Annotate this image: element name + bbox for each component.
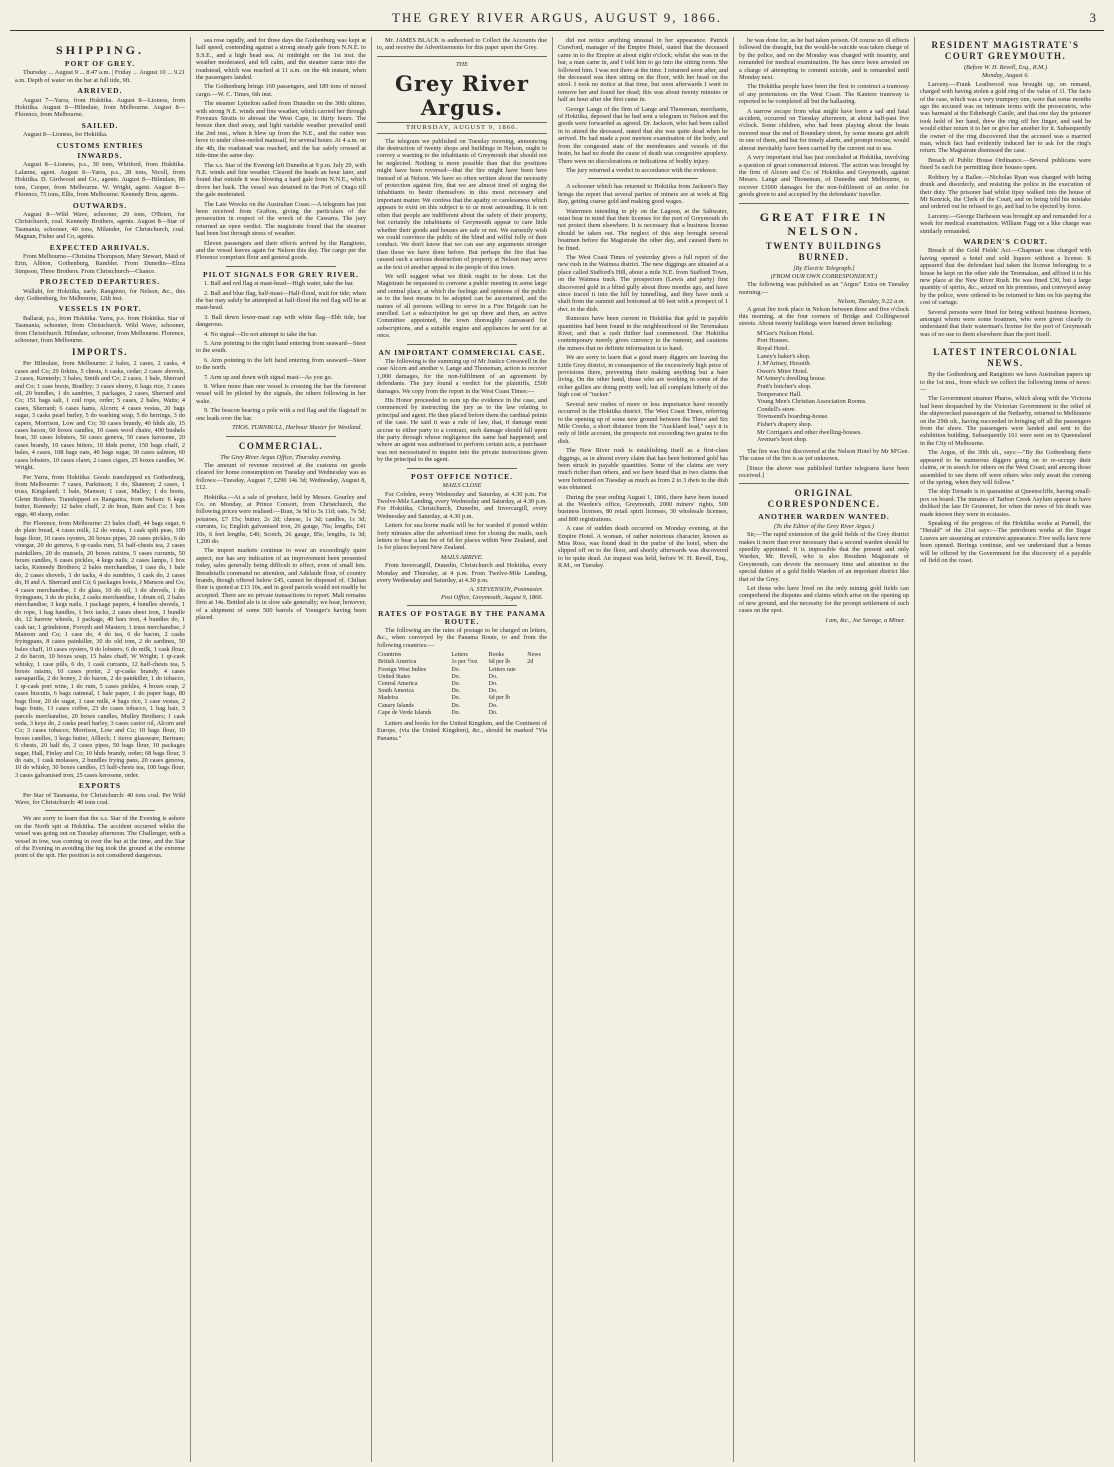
imports-text-2: Per Yarra, from Hokitika: Goods transhipped ex Gothenburg, from Melbourne: 7 cases, Parkinson; 1 do, Shannon; 2 cases, 1 truss, Kingsland; 1 bale, Manson; 1 case, Malley; 1 do boots, Glenn Brothers. Transhipped ex Rangatira, from Nelson: 6 kegs butter, Kennedy; 12 bales chaff, 2 do bran, Bain and Co; 1 box eggs, 40 sheep, order. [15,473,185,518]
mails-close-text: For Cobden, every Wednesday and Saturday, at 4.30 p.m. For Twelve-Mile Landing, every Wednesday and Saturday, at 4.30 p.m. For Hokitika, Christchurch, Dunedin, and Invercargill, every Wednesday and Saturday, at 4.30 p.m. [377,490,547,520]
list-item: Laney's baker's shop. [757,352,811,360]
post-office-heading: POST OFFICE NOTICE. [410,471,513,481]
col4-para-5: Watermen intending to ply on the Lagoon, at the Saltwater, must bear in mind that their licenses for the port of Greymouth do not protect them elsewhere. It is necessary that a business license should be taken out. The neglect of this step brought several boatmen before the Magistrate the other day, and caused them to be fined. [558,207,728,252]
tide-table: Thursday ... August 9 ... 8.47 a.m. | Friday ... August 10 ... 9.21 a.m. Depth of water on the bar at full tide, 9ft. [15,69,185,84]
intercolonial-text-4: The ship Tornado is in quarantine at Queenscliffe, having small-pox on board. The inmates of Tarbon Creek Asylum appear to have disliked the late Dr Grummet, for when the news of his death was made known they were in ecstasies. [920,488,1091,518]
commercial-text-2: Hokitika.—At a sale of produce, held by Messrs. Gourley and Co. on Monday, at Prince Consort, from Christchurch, the following prices were realised:—Bran, 3s 9d to 3s 11d; oats, 7s 5d; potatoes, £7 15s; butter, 2s 2d; cheese, 1s 3d; candles, 1s 3d; currants, 1s; English galvanised iron, 26 gauge, 76s; lengths, £41 10s, 6 feet lengths, £40; Scotch, 26 gauge, 85s; lengths, 1s 3d; 1,200 do. [196,493,366,545]
pilot-signal-1: 1. Ball and red flag at mast-head—High water, take the bar. [204,280,354,288]
rate-country: Cape de Verde Islands [378,709,432,716]
rate-letters: Do. [451,709,461,716]
commercial-case-heading: AN IMPORTANT COMMERCIAL CASE. [378,347,546,357]
rate-books: Do. [488,709,498,716]
mails-close-heading: MAILS CLOSE [442,482,482,490]
rate-news [526,703,547,710]
rate-country: Canary Islands [378,702,414,709]
vessels-heading: VESSELS IN PORT. [58,304,142,314]
table-row [377,695,547,702]
court-text: Larceny.—Frank Leathwood was brought up, on remand, charged with having stolen a gold ring of the value of 1l. The facts of the case, which was a very trumpery one, were that some months ago the accused was on intimate terms with the prosecutrix, who was barmaid at the Edinburgh Castle, and that one day the prisoner took hold of her hand, drew the ring off her finger, and said he would either return it to her or give her another for it. Subsequently the owner of the ring discovered that the accused was a married man, which fact had evidently induced her to ask for the ring's return. The Magistrate dismissed the case. [920,80,1091,155]
page-number: 3 [1089,10,1096,25]
departures-list: Wallabi, for Hokitika, early. Rangitoto, for Nelson, &c., this day. Gothenburg, for Melbourne, 12th inst. [15,287,185,302]
col2-para-2: The Gothenburg brings 160 passengers, and 189 tons of mixed cargo.—W. C. Times, 6th inst. [196,83,366,98]
fire-telegraph-note: [By Electric Telegraph.] [793,264,855,272]
rate-books: Letters rate [488,666,516,673]
rate-country: Central America [378,681,418,688]
post-office-date: Post Office, Greymouth, August 9, 1866. [441,593,543,601]
arrived-list: August 7—Yarra, from Hokitika. August 8—Lioness, from Hokitika. August 8—Hilmdaie, from Melbourne. August 8—Florence, from Melbourne. [15,96,185,119]
rate-books: Do. [488,673,498,680]
col2-intro: sea rose rapidly, and for three days the Gothenburg was kept at half speed, contending against a strong steady gale from N.N.E. to S.S.E., and a high head sea. At midnight on the 1st inst. the weather moderated, and fell calm, and the steamer came into the roadstead, which was reached at 11 a.m. on the 4th instant, when the passengers landed. [196,37,366,82]
court-text-4: Larceny.—George Darbeson was brought up and remanded for a week for medical examination. William Fagg on a like charge was similarly remanded. [920,212,1091,235]
rates-heading: RATES OF POSTAGE BY THE PANAMA ROUTE. [378,609,546,626]
rate-letters: Do. [451,702,461,709]
expected-heading: EXPECTED ARRIVALS. [49,242,151,252]
rate-country: South America [378,688,414,695]
intercolonial-text-5: Speaking of the progress of the Hokitika works at Parnell, the "Herald" of the 21st says:—The petroleum works at the Sugar Loaves are assuming an extensive appearance. Five wells have now been opened. Borings continue, and we understand that a bonus will be offered by the Government for the discovery of a payable oil field on the coast. [920,519,1091,564]
rate-country: British America [378,659,417,666]
pilot-signal-7: 7. Arm up and down with signal mast—As you go. [204,373,333,381]
list-item: M'Gee's Nelson Hotel. [757,329,815,337]
divider [588,178,698,179]
rate-books: Do. [488,688,498,695]
table-row [377,688,547,695]
col4-para-4: A schooner which has returned to Hokitika from Jackson's Bay brings the report that several parties of miners are at work at Big Bay, getting coarse gold and making good wages. [558,183,728,206]
list-item: Pratt's butcher's shop. [757,382,812,390]
rate-letters: Do. [451,681,461,688]
postmaster-signature: A. STEVENSON, Postmaster. [469,586,543,594]
commercial-case-text-2: His Honor proceeded to sum up the evidence in the case, and commenced by instructing the jury as to the law relating to principal and agent. He then placed before them the cardinal points of the case. He said it was a rule of law, that, if damage must accrue to either party to a contract, such damage should fall upon the party through whose negligence the same had happened; and where an agent was authorised to perform certain acts, a purchaser was not necessitated to inquire into the private instructions given by the principal to the agent. [377,397,547,464]
divider [407,468,517,469]
pilot-signal-2: 2. Ball and blue flag, half-mast—Half-flood, wait for tide; when the bar may safely be attempted at half-flood the red flag will be at mast-head. [196,289,366,312]
rate-news [526,688,547,695]
commercial-case-text: The following is the summing up of Mr Justice Cresswell in the case Alcorn and another v. Lange and Thoneman, action to recover 1,000 damages, for the non-fulfilment of an agreement by defendants. The jury found a verdict for the plaintiffs, £500 damages. We copy from the report in the West Coast Times:— [377,358,547,395]
col4-para-12: A case of sudden death occurred on Monday evening, at the Empire Hotel. A woman, of rather notorious character, known as Miss Ross, was found dead in the parlor of the hotel, when she slipped off on to the floor, and shortly afterwards was discovered to be quite dead. An inquest was held, before W. H. Revell, Esq., R.M., on Tuesday. [558,525,728,570]
divider [407,605,517,606]
column-3 [372,37,553,1462]
list-item: M'Artney's dwelling house. [757,375,827,383]
col5-para-2: The Hokitika people have been the first to construct a tramway of any pretensions on the West Coast. The Kaniere tramway is reported to be completed all but the ballasting. [739,83,909,106]
court-before: (Before W. H. Revell, Esq., R.M.) [963,64,1048,71]
col4-para-8: We are sorry to learn that a good many diggers are leaving the Little Grey district, in consequence of the excessively high price of provisions there, preventing their making anything but a bare living. On the other hand, those who are working in some of the richer gullies are doing pretty well; but all complain bitterly of the high cost of "tucker." [558,354,728,399]
col4-para-10: The New River rush is establishing itself as a first-class diggings, as in almost every claim that has been bottomed gold has been struck in payable quantities. Some of the claims are very much richer than others, and we have heard that in two claims that were bottomed on Tuesday as much as from 2 to 3 dwts to the dish was obtained. [558,447,728,492]
rate-news [526,681,547,688]
commercial-text-3: The import markets continue to wear an exceedingly quiet aspect, nor has any indication of an improvement been presented today, sales generally being difficult to effect, even of small lots. Breadstuffs command no attention, and Adelaide flour, of country brands, though offered below £45, cannot be disposed of. Chilian flour is quoted at £13 10s, and in good parcels would not readily be accepted. There are no private transactions to report. Malt remains firm at 14s. Bottled ale is in slow sale generally; we hear, however, of a shipment of some 500 barrels of Younger's having been placed. [196,547,366,622]
warden-text: Breach of the Gold Fields' Act.—Chapman was charged with having opened a hotel and sold liquors without a license. It appeared that the defendant had taken the license belonging to a house he kept on the other side the Teremakau, and affixed it to his new place at the New River Rush. He was fined £30, but a large quantity of spirits, &c., seized on his premises, and conveyed away by the police, were ordered to be returned to him on his paying the cost of cartage. [920,247,1091,307]
col2-para-6: Eleven passengers and their effects arrived by the Rangitoto, and the vessel leaves again for Nelson this day. The cargo per the Florence comprises flour and general goods. [196,239,366,262]
rate-books: Do. [488,702,498,709]
table-row [377,667,547,674]
customs-heading: CUSTOMS ENTRIES [56,140,144,150]
list-item: Fisher's drapery shop. [757,420,813,428]
list-item: Temperance Hall. [757,390,802,398]
court-text-3: Robbery by a Bailee.—Nicholas Ryan was charged with being drunk and disorderly, and resisting the police in the execution of their duty. The prisoner had whilst tipsy walked into the house of Mr Kenrick, the Clerk of the Court, and on being told his mistake and ordered out he refused to go, and had to be ejected by force. [920,173,1091,211]
column-1 [10,37,191,1462]
col5-para-1: he was done for, as he had taken poison. Of course no ill effects followed the draught, but the would-be suicide was taken charge of by the police, and on the Monday was charged with insanity, and remanded for medical examination. He has since been arrested on a charge of attempting to commit suicide, and is remanded until Monday next. [739,37,909,82]
intercolonial-text: By the Gothenburg and Rangitoto we have Australian papers up to the 1st inst., from which we collect the following items of news:— [920,371,1091,394]
rate-country: United States [378,673,411,680]
divider [226,436,336,437]
col2-para-4: The s.s. Star of the Evening left Dunedin at 9 p.m. July 29, with N.E. winds and fine weather. Cleared the heads an hour later, and found that outside it was blowing a hard gale from N.N.E., which drove her back. The vessel was detained in the Port of Otago till the gale moderated. [196,161,366,199]
rate-news: 2d [527,659,534,666]
rate-country: Foreign West Indies [378,666,427,673]
list-item: Townsend's boarding-house. [757,413,829,421]
court-text-2: Breach of Public House Ordinance.—Several publicans were fined 5s each for permitting their houses open. [920,156,1091,172]
correspondence-to: (To the Editor of the Grey River Argus.) [774,522,874,530]
table-row [377,710,547,717]
rates-col-letters: Letters [451,652,468,659]
col4-para-2: George Lange of the firm of Lange and Thoneman, merchants, of Hokitika, deposed that he had sent a telegram to Nelson and the goods were forwarded as agreed. Dr. Jackson, who had been called in to attend the deceased, stated that she was quite dead when he arrived. He had made a post mortem examination of the body, and from the congested state of the membranes and vessels of the brain, he had no doubt the cause of death was congestive apoplexy. There were no discolorations or indications of bodily injury. [558,105,728,165]
correspondence-subheading: ANOTHER WARDEN WANTED. [758,512,890,522]
list-item: Mr Corrigan's and other dwelling-houses. [757,428,862,436]
court-date: Monday, August 6. [981,72,1030,80]
column-5 [734,37,915,1462]
vessels-list: Ballarat, p.s., from Hokitika. Yarra, p.s. from Hokitika. Star of Tasmania, schooner, from Christchurch. Wild Wave, schooner, from Christchurch. Hilmdaie, schooner, from Melbourne. Florence, schooner, from Melbourne. [15,314,185,344]
fire-intro: The following was published as an "Argus" Extra on Tuesday morning:— [739,281,909,296]
rate-letters: Do. [451,673,461,680]
col4-para-1: did not notice anything unusual in her appearance. Patrick Crawford, manager of the Empire Hotel, stated that the deceased came in to the Empire at about eight o'clock; whilst she was in the bar, a man came in, and I told him to go into the sitting room. She followed him. I was not there at the time. I returned soon after, and the deceased was then sitting on the floor, with her head on the stool. I took no notice at that time, but soon afterwards I went to remove her and found her dead; this was about twenty minutes or half an hour after she first came in. [558,37,728,104]
list-item: Owen's Mitre Hotel. [757,367,809,375]
expected-list: From Melbourne—Christina Thompson, Mary Stewart, Maid of Erin, Albion, Gothenburg, Rambler. From Dunedin—Eliza Simpson, Three Brothers. From Christchurch—Chance. [15,252,185,275]
mails-arrive-text: From Invercargill, Dunedin, Christchurch and Hokitika, every Monday and Thursday, at 4 p.m. From Twelve-Mile Landing, every Wednesday and Saturday, at 4.30 p.m. [377,562,547,584]
rate-letters: Do. [451,695,461,702]
list-item: Royal Hotel. [757,344,790,352]
intercolonial-heading: LATEST INTERCOLONIAL NEWS. [933,347,1078,369]
court-heading: RESIDENT MAGISTRATE'S COURT GREYMOUTH. [931,40,1080,61]
table-row [377,681,547,688]
nameplate-the: THE [456,60,468,68]
list-item: Condell's store. [757,405,796,413]
burned-buildings-list [757,330,909,444]
imports-text: Per Hilmdaie, from Melbourne: 2 bales, 2 cases, 2 casks, 4 cases and Co; 29 firkins, 5 chests, 6 casks, cedar; 2 cases shovels, 2 cases, Kennedy; 3 bales, Smith and Co; 2 cases, 1 bale, Sherrard and Co; 1 case boots, Bradley; 3 cases sherry, 6 bags rice, 3 cases oil, 20 bundles, 1 do sandries, 3 packages, 2 cases, Sherrard and Co; 151 bags salt, 1 coil rope, order; 5 cases, 2 bales, Watts; 4 cases, Sherrard; 6 cases hams, Alcorn; 4 cases vestas, 20 bags sugar, 3 casks pearl barley, 5 do washing soap, 5 do herrings, 3 do capers, Morrison, Low and Co; 50 cases brandy, 40 hhds ale, 15 cases bacon, 60 boxes candles, 10 cases wool chaire, 400 bushels bran, 30 cases lobsters, 50 cases geneva, 50 cases kerosene, 20 cases brandy, 10 cases bitters, 10 hhds porter, 150 bags chaff, 2 bales, 4 cases, 108 bags oats, 40 bags sugar, 30 cases salmon, 60 cases lobsters, 10 cases claret, 2 cases cigars, 25 boxes candles, W. Wright. [15,360,185,472]
divider [950,342,1061,343]
commercial-subheading: The Grey River Argus Office, Thursday evening. [220,453,342,461]
fire-correspondent-note: (FROM OUR OWN CORRESPONDENT.) [770,272,878,280]
list-item: Young Men's Christian Association Rooms. [757,398,867,406]
col5-para-3: A narrow escape from what might have been a sad and fatal accident, occurred on Tuesday afternoon, at about half-past five o'clock. Some children, who had been playing about the boats moored near the end of Boundary street, by some means got adrift in one of them, and but for timely alarm, and prompt rescue, would almost inevitably have been carried by the current out to sea. [739,107,909,152]
leader-text: The telegram we published on Tuesday morning, announcing the destruction of twenty shops and buildings in Nelson, ought to convey a warning to the inhabitants of Greymouth that should not be neglected. Nothing is more possible than that the positions might have been reversed—that the fire might have been here instead of at Nelson. We have so often written about the necessity of protection against fire, that we are almost tired of urging the inhabitants to bestir themselves in this most necessary and important matter. We confess that the apathy or carelessness which appears to exist on this subject is to us most astounding. It is not often that people are indifferent about the safety of their property, but certainly the inhabitants of Greymouth appear to care little whether their goods and houses are safe or not. We earnestly wish we could convince the public of the blind and wilful folly of their conduct. We don't know that we can use any arguments stronger than those we have done before. But perhaps the fire that has caused such a serious destruction of property at Nelson may serve as the text of another appeal to the people of this town. [377,137,547,271]
commercial-text: The amount of revenue received at the customs on goods cleared for home consumption on Tuesday and Wednesday was as follows:—Tuesday, August 7, £290 14s 3d; Wednesday, August 8, £12. [196,461,366,492]
mails-arrive-heading: MAILS ARRIVE. [440,553,484,561]
pilot-heading: PILOT SIGNALS FOR GREY RIVER. [203,269,359,279]
fire-dateline: Nelson, Tuesday, 9.22 a.m. [837,298,905,306]
table-row [377,674,547,681]
exports-text: Per Star of Tasmania, for Christchurch: 40 tons coal. Per Wild Wave, for Christchurch: 40 tons coal. [15,791,185,806]
rate-letters: Do. [451,688,461,695]
harbour-master-signature: THOS. TURNBULL, Harbour Master for Westland. [232,424,362,432]
divider [45,810,155,811]
agent-notice: Mr. JAMES BLACK is authorised to Collect the Accounts due to, and receive the Advertisements for this paper upon the Grey. [377,37,547,52]
table-row [377,659,547,666]
column-4 [553,37,734,1462]
outwards-heading: OUTWARDS. [72,200,128,210]
sailed-list: August 8—Lioness, for Hokitika. [23,131,108,139]
col4-para-11: During the year ending August 1, 1866, there have been issued at the Warden's office, Greymouth, 2000 miners' rights, 500 business licenses, 80 retail spirit licenses, 30 wholesale licenses, and 800 registrations. [558,493,728,523]
rate-news [526,695,547,702]
imports-text-3: Per Florence, from Melbourne: 23 bales chaff, 44 bags sugar, 6 do plain bread, 4 cases milk, 12 do vestas, 1 cask split peas, 100 bags flour, 10 cases oysters, 20 boxes pipes, 20 cases pickles, 6 do vinegar, 20 do geneva, 6 qr-casks rum, 51 half-chests tea, 2 cases painkillers, 20 do mussels, 20 boxes raisins, 5 cases currants, 50 boxes candles, 6 cases pickles, 4 kegs nails, 2 cases lamps, 1 box tacks, Kennedy Brothers; 2 bales merchandise, 1 case do, 1 bale do, 2 cases shovels, 1 do tacks, 4 do sundries, 1 cask do, 2 cases do, H and A. Sherrard and Co; 6 packages boots, J Manson and Co; 4 cases merchandise, 1 do glass, 10 do oil, 1 do shovels, 1 do fryingpans, 3 do do picks, 2 casks merchandise, 1 drum oil, 2 bales merchandise, 3 kegs nails, 1 package papers, 4 bundles shovels, 1 do rope, 1 bag handles, 1 box tacks, 2 cases sheet iron, 1 bundle do, 12 harrow wheels, 1 package, 40 bars iron, 4 bundles do, 1 cask tar, 1 grindstone, Forsyth and Masters; 1 truss merchandise, J Manson and Co; 1 case do, 4 do tea, 6 do bacon, 2 casks fryingpans, 8 cases painkiller, 30 do old tom, 2 do sardines, 50 bales chaff, 10 cases oysters, 9 do lobsters, 6 do milk, 1 cask flour, 2 do bacon, 10 boxes soap, 15 bales chaff, W Wright; 1 qr-cask whisky, 1 case pills, 6 do, 1 cask currants, 12 half-chests tea, 5 boxes raisins, 10 cases porter, 2 qr-casks brandy, 4 cases sarsaparilla, 2 do honey, 2 do bacon, 2 do painkiller, 1 do tobacco, 1 qr-cask port wine, 1 do rum, 5 cases pickles, 4 boxes soap, 2 cases biscuits, 6 bags oatmeal, 1 bale paper, 1 do paper bags, 80 bags flour, 20 do sugar, 1 case milk, 4 bags rice, 1 case vestas, 2 bags fruits, 13 cases coffee, 23 do cases tobacco, 1 bag hair, 3 parcels merchandise, 20 boxes candles, Mulley Brothers; 1 cask soda, 3 keys do, 2 casks pearl barley, 3 cases castor oil, Alcorn and Co; 3 cases tobacco, Morrison, Low and Co; 10 bags flour, 10 boxes candles, 3 kegs butter, Aflleck; 1 tierce glassware, Bertram; 6 chests, 20 half do, 2 cases pipes, 50 bags flour, 10 packages sugar, Hall, Finlay and Co; 10 hhds brandy, order; 68 bags flour, 3 do oats, 1 cask molasses, 2 bundles frying pans, 20 cases genova, 10 do whisky, 30 boxes candles, 15 half-chests tea, 100 bags flour, 3 cases galvanised iron, 25 cases kerosene, order. [15,519,185,779]
pilot-signal-6: 6. Arm pointing to the left hand entering from seaward—Steer to the north. [196,356,366,372]
correspondence-heading: ORIGINAL CORRESPONDENCE. [767,488,881,510]
rates-table [377,652,547,717]
port-heading: PORT OF GREY. [64,59,136,68]
divider [739,483,909,484]
divider [226,266,336,267]
rate-books: 6d per lb [488,695,510,702]
column-2 [191,37,372,1462]
divider [739,203,909,204]
rate-letters: Do. [451,666,461,673]
rate-country: Madeira [378,695,398,702]
mails-late-fee-text: Letters for sea borne mails will be for warded if posted within forty minutes after the advertised time for closing the mails, such letters to bear a late fee of 6d for places within New Zealand, and 1s for places beyond New Zealand. [377,522,547,552]
col4-para-3: The jury returned a verdict in accordance with the evidence. [566,166,718,174]
dateline: THURSDAY, AUGUST 9, 1866. [377,122,547,133]
fire-text-2: The fire was first discovered at the Nelson Hotel by Mr M'Gee. The cause of the fire is as yet unknown. [739,447,909,463]
fire-text: A great fire took place in Nelson between three and five o'clock this morning, at the four corners of Bridge and Collingwood streets. About twenty buildings were burned down including: [739,305,909,328]
exports-heading: EXPORTS [78,781,122,791]
fire-subheading: TWENTY BUILDINGS BURNED. [765,240,883,262]
warden-text-2: Several persons were fined for being without business licenses, amongst whom were some boatmen, who were given clearly to understand that their waterman's license for the port of Greymouth was of no use to them elsewhere than the port itself. [920,308,1091,338]
shipping-heading: SHIPPING. [55,43,144,57]
departures-heading: PROJECTED DEPARTURES. [39,277,161,287]
col4-para-9: Several new rushes of more or less importance have recently occurred in the Hokitika district. The West Coast Times, referring to the opening up of some new ground between the Three and Six Mile Creeks, a short distance from the "Auckland lead," says it is only of little account, the prospects not exceeding two grains to the dish. [558,400,728,445]
column-6 [915,37,1096,1462]
intercolonial-text-3: The Argus, of the 30th ult., says:—"By the Gothenburg there appeared to be numerous diggers going on to re-occupy their claims, or in search for others on the West Coast; and among those assembled to see them off were others who only await the coming of the spring, when they will follow." [920,449,1091,486]
fire-heading: GREAT FIRE IN NELSON. [759,209,889,238]
rates-col-books: Books [488,652,504,659]
table-row [377,703,547,710]
correspondence-text: Sir,—The rapid extension of the gold fields of the Grey district makes it more than ever necessary that a second warden should be speedily appointed. It is impossible that the present and only Warden, Mr. Revell, who is also Resident Magistrate of Greymouth, can devote the necessary time and attention to the special duties of a gold fields Warden of an important district like that of the Grey. [739,531,909,583]
pilot-signal-8: 8. When more than one vessel is crossing the bar the foremost vessel will be piloted by the signals, the others following in her wake. [196,383,366,405]
pilot-signal-4: 4. No signal—Do not attempt to take the bar. [204,330,318,338]
divider [407,344,517,345]
rate-books: Do. [488,681,498,688]
rate-letters: 1s per ½oz [451,659,478,666]
pilot-signal-3: 3. Ball down lower-mast cap with white flag—Ebb tide, bar dangerous. [196,313,366,329]
rate-news [526,674,547,681]
list-item: J. M'Artney, Hosuith. [757,360,812,368]
sailed-heading: SAILED. [81,120,119,130]
rates-intro: The following are the rates of postage to be charged on letters, &c., when conveyed by the Panama Route, to and from the following countries:— [377,627,547,649]
fire-text-3: [Since the above was published further telegrams have been received.] [739,464,909,479]
intercolonial-text-2: The Government steamer Pharos, which along with the Victoria had been despatched by the Victorian Government to the relief of the shipwrecked passengers of the Netherby, returned to Melbourne on the 29th ult., having succeeded in bringing off all the passengers from the shore. The passengers were landed and sent to the exhibition building. Subsequently 161 were sent on to Queensland in the City of Melbourne. [920,395,1091,447]
page-masthead [10,6,1104,31]
outwards-list: August 8—Wild Wave, schooner, 29 tons, O'Brien, for Christchurch, coal. Kennedy Brothers, agents. August 8—Star of Tasmania, schooner, 40 tons, Milander, for Christchurch, coal. Magnan, Fisher and Co, agents. [15,210,185,241]
col4-para-6: The West Coast Times of yesterday gives a full report of the new rush in the Waimea district. The new diggings are situated at a place called Stafford's Hill, about a mile N.E. from Stafford Town, on the Waimea track. The prospectors (Lewis and party) first discovered gold in a blind gully about three months ago, and have since traced it into the hill by tunnelling, and they have sunk a shaft from the summit and bottomed at 60 feet with a prospect of 1 dwt. to the dish. [558,253,728,313]
commercial-heading: COMMERCIAL. [238,440,324,451]
col2-para-5: The Late Wrecks on the Australian Coast.—A telegram has just been received from Grafton, giving the particulars of the prosecution in respect of the wreck of the Cawarra. The jury returned an open verdict. The magistrate found that the steamer had been lost through stress of weather. [196,200,366,238]
rates-col-countries: Countries [378,652,402,659]
imports-heading: IMPORTS. [72,347,128,358]
rates-note: Letters and books for the United Kingdom, and the Continent of Europe, (via the United Kingdom), &c., should be marked "Via Panama." [377,720,547,742]
correspondence-signature: I am, &c., Joe Savage, a Miner. [825,616,905,624]
shipping-news: We are sorry to learn that the s.s. Star of the Evening is ashore on the North spit at Hokitika. The accident occurred whilst the vessel was going out on Tuesday afternoon. The Challenger, with a vessel in tow, was coming in over the bar at the time, and the Star of the Evening in avoiding the tug took the ground at the extreme point of the spit. Her position is not considered dangerous. [15,815,185,860]
rate-news [526,667,547,674]
list-item: Port Houses. [757,337,790,345]
rate-books: 6d per lb [488,659,510,666]
leader-text-2: We will suggest what we think ought to be done. Let the Magistrate be requested to convene a public meeting in some large and central place, at which the feelings and opinions of the public as to the best means to be adopted can be ascertained, and the names of all persons willing to serve in a Fire Brigade can be enrolled. Let a subscription be got up there and then, an active Committee appointed, the town thoroughly canvassed for subscriptions, and a suitable engine and appliances be sent for at once. [377,272,547,340]
correspondence-text-2: Let those who have lived on the only mining gold fields can comprehend the disputes and claims which arise on the opening up of new ground, and the necessity for the prompt settlement of such cases on the spot. [739,584,909,615]
rates-col-news: News [527,652,541,659]
masthead-title: THE GREY RIVER ARGUS, AUGUST 9, 1866. [391,10,723,25]
inwards-heading: INWARDS. [77,151,123,161]
nameplate: Grey River Argus. [395,71,529,121]
columns [10,37,1104,1462]
pilot-signal-9: 9. The beacon bearing a pole with a red flag and the flagstaff in one leads over the bar. [196,407,366,422]
list-item: Avenue's boot shop. [757,436,808,444]
pilot-signal-5: 5. Arm pointing to the right hand entering from seaward—Steer to the south. [196,340,366,355]
col4-para-7: Rumours have been current in Hokitika that gold in payable quantities had been found in the neighbourhood of the Teremakau River, and that a rush thither had commenced. Our Hokitika contemporary merely gives currency to the rumour, and cautions the miners that no definite information is to hand. [558,315,728,352]
rate-news [526,710,547,717]
inwards-list: August 8—Lioness, p.s., 30 tons, Whitford, from Hokitika. Lalanne, agent. August 8—Yarra, p.s., 28 tons, Nicoll, from Hokitika. D. Girdwood and Co., agents. August 8—Hilmdaie, 86 tons, Cooper, from Melbourne. W. Wright, agent. August 8—Florence, 75 tons, Ellis, from Melbourne. Kennedy Bros, agents. [15,161,185,199]
warden-court-heading: WARDEN'S COURT. [963,236,1048,246]
arrived-heading: ARRIVED. [77,86,123,96]
col2-para-3: The steamer Lyttelton sailed from Dunedin on the 30th ultimo, with strong N.E. winds and fine weather, which carried her through Foveaux Straits to abreast the West Cape, in thirty hours. The breeze then died away, and light variable weather prevailed until the 2nd inst., when it blew up from the N.E., and the cutter was hove to under close-reefed mainsail, for several hours. At 4 a.m. on the 4th, the roadstead was reached, and the bar safely crossed at tide-time the same day. [196,100,366,160]
col5-para-4: A very important trial has just concluded at Hokitika, involving a question of great commercial interest. The action was brought by the firm of Alcorn and Co. of Hokitika and Greymouth, against Messrs. Lange and Thoneman, of Dunedin and Melbourne, to recover £1000 damages for the non-fulfilment of an order for goods given to and accepted by the defendants' traveller. [739,154,909,199]
divider [377,56,547,57]
